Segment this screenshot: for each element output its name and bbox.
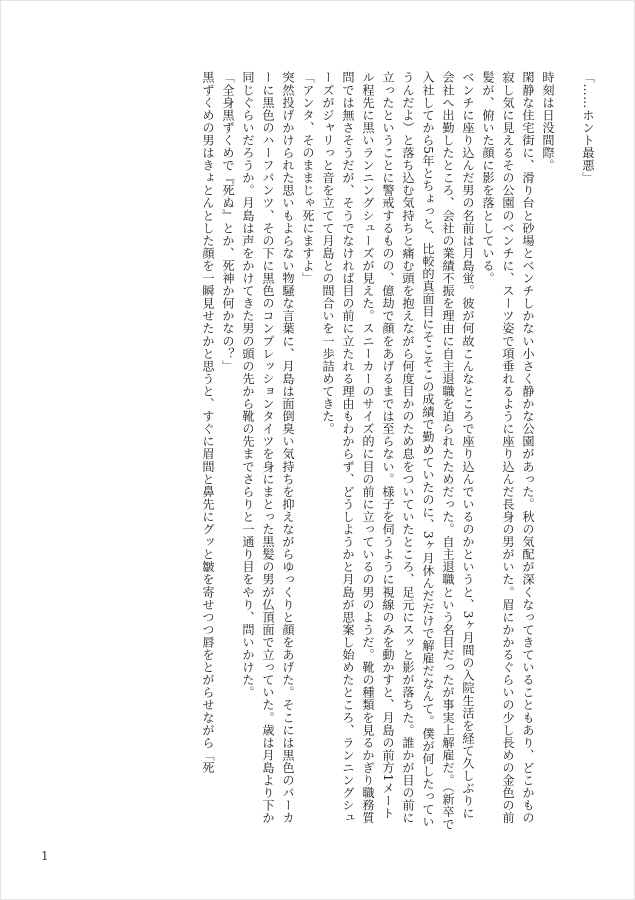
dialogue-reaper: 「全身黒ずくめで『死ぬ』とか、死神か何かなの？」 bbox=[221, 71, 235, 373]
paragraph-reaction: 黒ずくめの男はきょとんとした顔を一瞬見せたかと思うと、すぐに眉間と鼻先にグッと皺を寄せつつ唇をとがらせながら「死 bbox=[201, 71, 215, 774]
paragraph-park: 閑静な住宅街に、滑り台と砂場とベンチしかない小さく静かな公園があった。秋の気配が深くなってきていることもあり、どこかもの寂し気に見えるその公園のベンチに、スーツ姿で項垂れるように座り込んだ長身の男がいた。眉にかかるぐらいの少し長めの金色の前髪が、俯いた顔に影を落としている。 bbox=[481, 71, 535, 824]
dialogue-warning: 「アンタ、そのままじゃ死にますよ」 bbox=[301, 71, 315, 285]
opening-line: 「……ホント最悪」 bbox=[581, 71, 595, 184]
vertical-text-body bbox=[38, 71, 598, 831]
paragraph-stranger: 突然投げかけられた思いもよらない物騒な言葉に、月島は面倒臭い気持ちを抑えながらゆっくりと顔をあげた。そこには黒色のパーカーに黒色のハーフパンツ、その下に黒色のコンプレッションタイツを身にまとった黒髪の男が仏頂面で立っていた。歳は月島より下か同じぐらいだろうか。月島は声をかけてきた男の頭の先から靴の先までさらりと一通り目をやり、問いかけた。 bbox=[241, 71, 295, 824]
paragraph-dismissal: ベンチに座り込んだ男の名前は月島蛍。彼が何故こんなところで座り込んでいるのかというと、3ヶ月間の入院生活を経て久しぶりに会社へ出勤したところ、会社の業績不振を理由に自主退職を迫られたためだった。自主退職という名目だったが事実上解雇だ。（新卒で入社してから5年とちょっと、比較的真面目にそこそこの成績で勤めていたのに、3ヶ月休んだだけで解雇だなんて。僕が何したっていうんだよ）と落ち込む気持ちと痛む頭を抱えながら何度目かのため息をついていたところ、足元にスッと影が落ちた。誰かが目の前に立ったということに警戒するものの、億劫で顔をあげるまでは至らない。様子を伺うように視線のみを動かすと、月島の前方1メートル程先に黒いランニングシューズが見えた。スニーカーのサイズ的に目の前に立っているの男のようだ。靴の種類を見るかぎり職務質問では無さそうだが、そうでなければ目の前に立たれる理由もわからず、どうしようかと月島が思案し始めたところ、ランニングシューズがジャリっと音を立てて月島との間合いを一歩詰めてきた。 bbox=[321, 71, 475, 831]
paragraph-time: 時刻は日没間際。 bbox=[541, 71, 555, 172]
page-number: 1 bbox=[41, 849, 49, 863]
blank-line bbox=[558, 71, 578, 831]
